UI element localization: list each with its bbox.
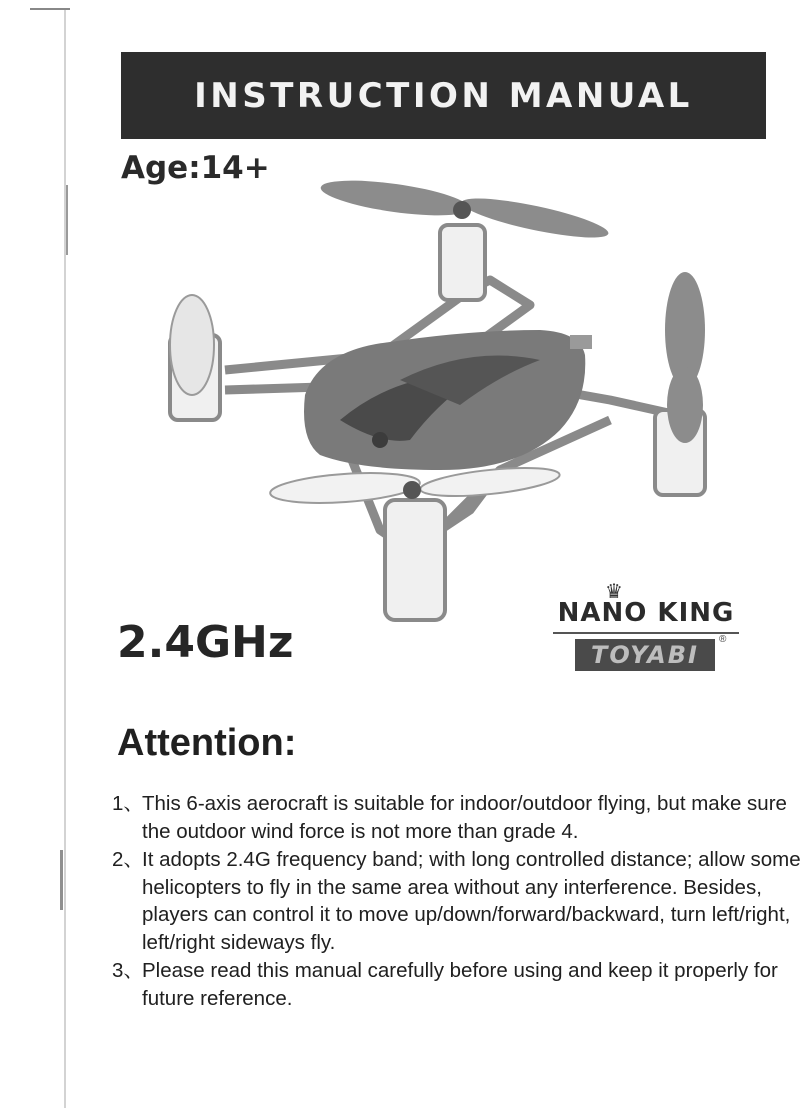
frequency-label: 2.4GHz bbox=[117, 617, 294, 668]
brand-sub-box bbox=[575, 639, 715, 671]
page-fold-mark-upper bbox=[66, 185, 68, 255]
attention-list bbox=[112, 790, 802, 1013]
title-banner bbox=[121, 52, 766, 139]
list-item bbox=[112, 790, 802, 845]
crown-icon: ♛ bbox=[605, 581, 623, 603]
scan-edge-mark bbox=[30, 8, 70, 10]
attention-heading: Attention: bbox=[117, 722, 297, 764]
list-item-number: 1、 bbox=[112, 792, 144, 815]
list-item-number: 2、 bbox=[112, 848, 144, 871]
brand-logo bbox=[553, 582, 739, 677]
page-fold-line bbox=[64, 8, 66, 1108]
page-title: INSTRUCTION MANUAL bbox=[194, 75, 693, 116]
list-item-text: It adopts 2.4G frequency band; with long controlled distance; allow some helicopters to fly in the same area without any interference. Besides, players can control it to move up/down/forward/backward, turn left/right, left/right sideways fly. bbox=[142, 848, 801, 954]
brand-name: NANO KING bbox=[557, 598, 735, 628]
list-item bbox=[112, 846, 802, 956]
list-item-text: Please read this manual carefully before using and keep it properly for future reference. bbox=[142, 959, 778, 1010]
brand-sub-name: TOYABI bbox=[591, 641, 699, 669]
page-fold-mark bbox=[60, 850, 63, 910]
quadcopter-image bbox=[140, 170, 750, 630]
list-item-number: 3、 bbox=[112, 959, 144, 982]
list-item bbox=[112, 957, 802, 1012]
brand-divider bbox=[553, 632, 739, 634]
age-label: Age:14+ bbox=[121, 150, 270, 186]
registered-mark: ® bbox=[719, 634, 727, 645]
list-item-text: This 6-axis aerocraft is suitable for indoor/outdoor flying, but make sure the outdoor wind force is not more than grade 4. bbox=[142, 792, 787, 843]
